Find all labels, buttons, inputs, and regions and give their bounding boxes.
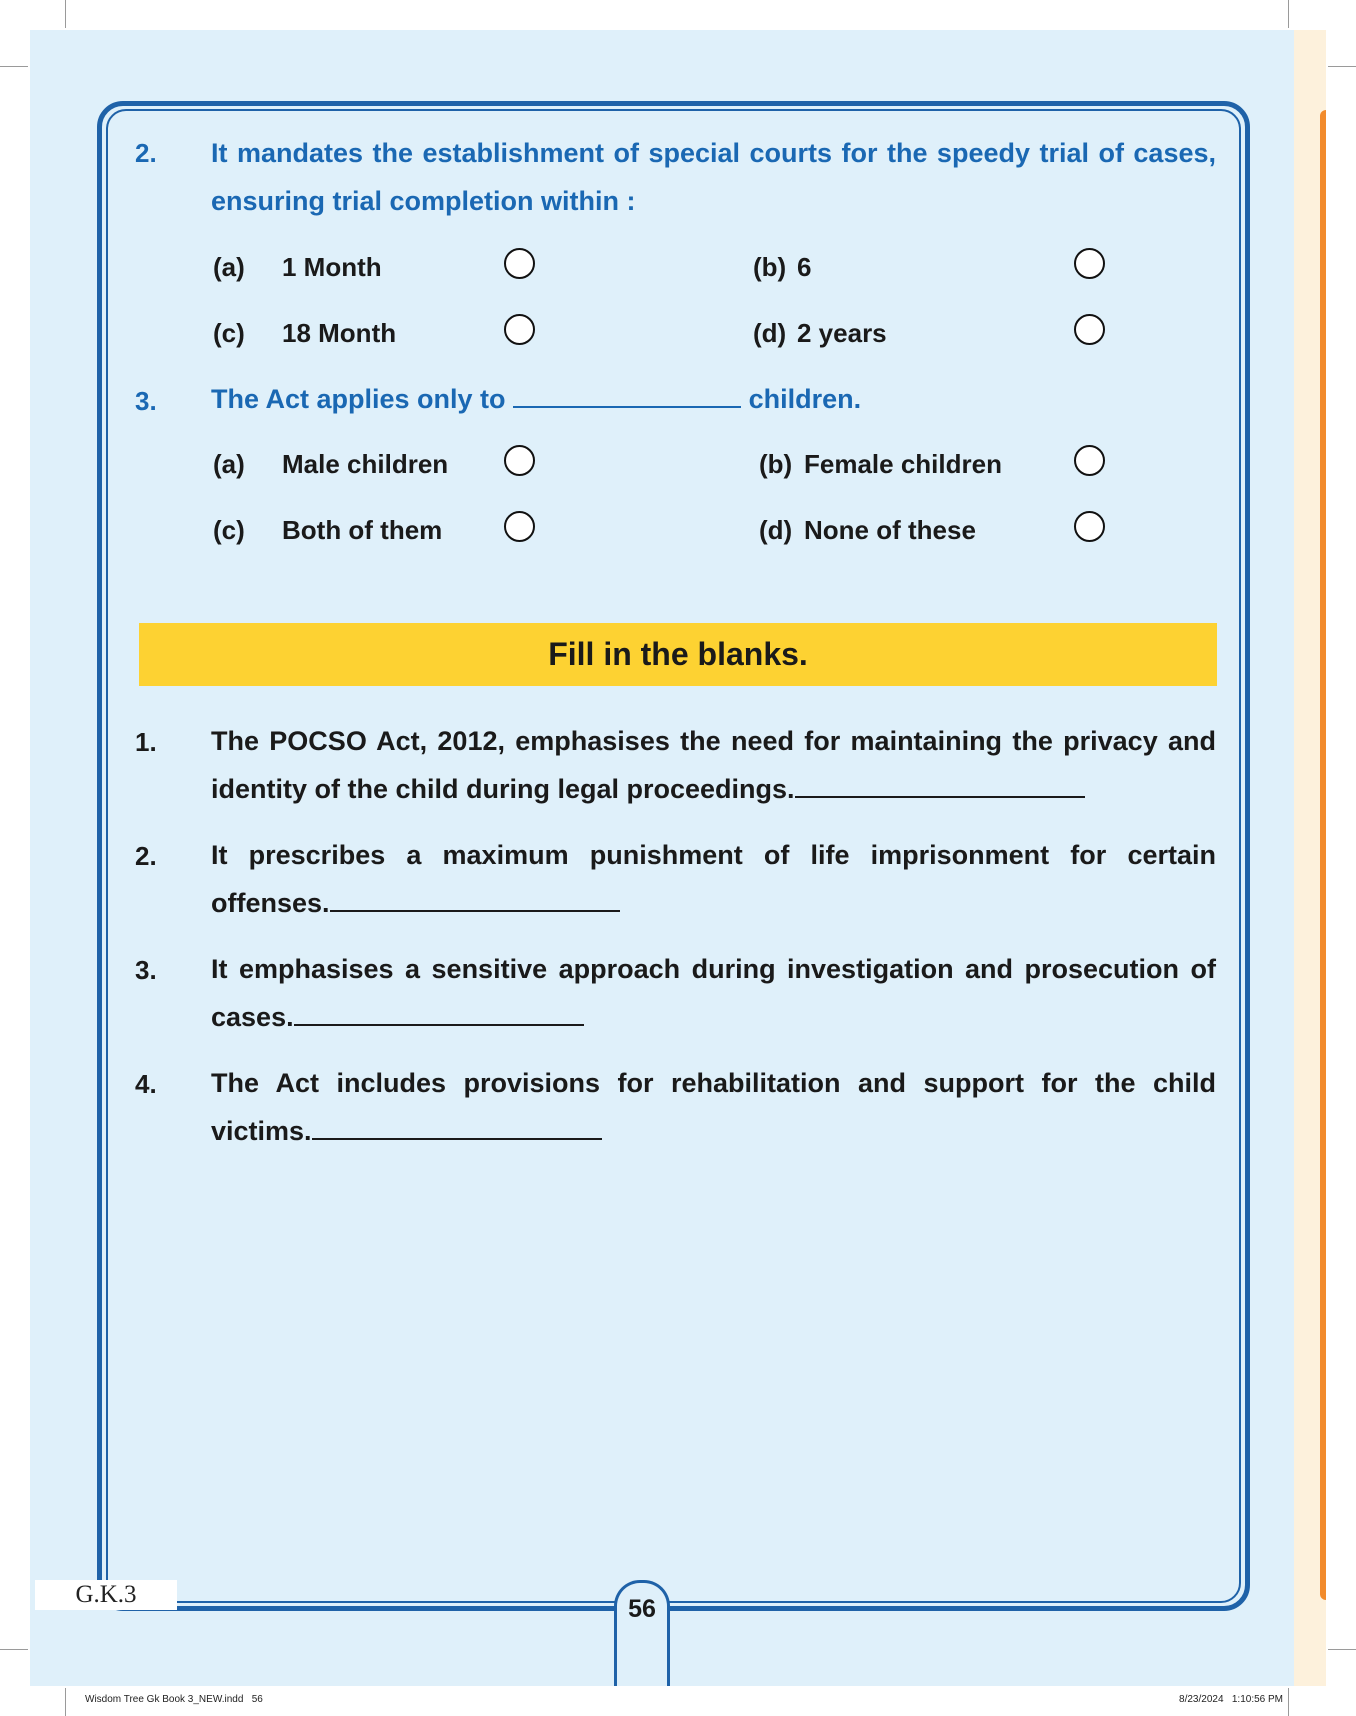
question-text: It mandates the establishment of special courts for the speedy trial of cases, ensuring trial completion within : xyxy=(211,138,1216,216)
print-slug-file: Wisdom Tree Gk Book 3_NEW.indd 56 xyxy=(85,1694,263,1705)
crop-mark xyxy=(0,1649,28,1650)
question-number: 2. xyxy=(135,138,157,168)
option-letter: (d) xyxy=(759,515,793,545)
answer-circle[interactable] xyxy=(1074,248,1105,279)
question-text xyxy=(211,375,1216,423)
fill-blank-item xyxy=(211,717,1216,813)
option-letter: (b) xyxy=(753,252,787,282)
answer-circle[interactable] xyxy=(504,511,535,542)
item-text: It emphasises a sensitive approach during investigation and prosecution of cases. xyxy=(211,954,1216,1032)
answer-blank[interactable] xyxy=(795,776,1085,798)
answer-circle[interactable] xyxy=(1074,314,1105,345)
page-number: 56 xyxy=(614,1580,670,1686)
crop-mark xyxy=(1328,66,1356,67)
item-text: It prescribes a maximum punishment of life imprisonment for certain offenses. xyxy=(211,840,1216,918)
answer-blank[interactable] xyxy=(312,1118,602,1140)
answer-circle[interactable] xyxy=(1074,445,1105,476)
option-text: 6 xyxy=(797,252,812,282)
item-number: 1. xyxy=(135,727,157,757)
crop-mark xyxy=(0,66,28,67)
item-number: 4. xyxy=(135,1069,157,1099)
option-letter: (b) xyxy=(759,449,793,479)
print-slug-date: 8/23/2024 1:10:56 PM xyxy=(1179,1694,1283,1705)
crop-mark xyxy=(65,0,66,28)
item-text: The Act includes provisions for rehabilitation and support for the child victims. xyxy=(211,1068,1216,1146)
fill-blank-item xyxy=(211,945,1216,1041)
option-text: 2 years xyxy=(797,318,887,348)
footer-rule xyxy=(177,1608,615,1610)
side-accent xyxy=(1320,110,1326,1600)
fill-blank-item xyxy=(211,1059,1216,1155)
option-text: Male children xyxy=(282,449,449,479)
option-text: 1 Month xyxy=(282,252,382,282)
item-text: The POCSO Act, 2012, emphasises the need for maintaining the privacy and identity of the child during legal proceedings. xyxy=(211,726,1216,804)
option-letter: (a) xyxy=(213,449,245,479)
option-letter: (d) xyxy=(753,318,787,348)
option-text: Both of them xyxy=(282,515,443,545)
answer-circle[interactable] xyxy=(504,445,535,476)
answer-circle[interactable] xyxy=(1074,511,1105,542)
option-text: Female children xyxy=(804,449,1002,479)
answer-blank[interactable] xyxy=(513,386,741,408)
fill-blank-item xyxy=(211,831,1216,927)
crop-mark xyxy=(65,1688,66,1716)
answer-circle[interactable] xyxy=(504,314,535,345)
book-label: G.K.3 xyxy=(35,1580,177,1610)
option-letter: (c) xyxy=(213,515,245,545)
crop-mark xyxy=(1288,1688,1289,1716)
option-letter: (c) xyxy=(213,318,245,348)
question-text-start: The Act applies only to xyxy=(211,384,506,414)
section-heading-banner: Fill in the blanks. xyxy=(139,623,1217,686)
crop-mark xyxy=(1288,0,1289,28)
answer-blank[interactable] xyxy=(294,1004,584,1026)
option-text: 18 Month xyxy=(282,318,397,348)
question-text-end: children. xyxy=(748,384,862,414)
option-letter: (a) xyxy=(213,252,245,282)
answer-circle[interactable] xyxy=(504,248,535,279)
question-number: 3. xyxy=(135,386,157,416)
option-text: None of these xyxy=(804,515,976,545)
answer-blank[interactable] xyxy=(330,890,620,912)
item-number: 2. xyxy=(135,841,157,871)
crop-mark xyxy=(1328,1649,1356,1650)
item-number: 3. xyxy=(135,955,157,985)
